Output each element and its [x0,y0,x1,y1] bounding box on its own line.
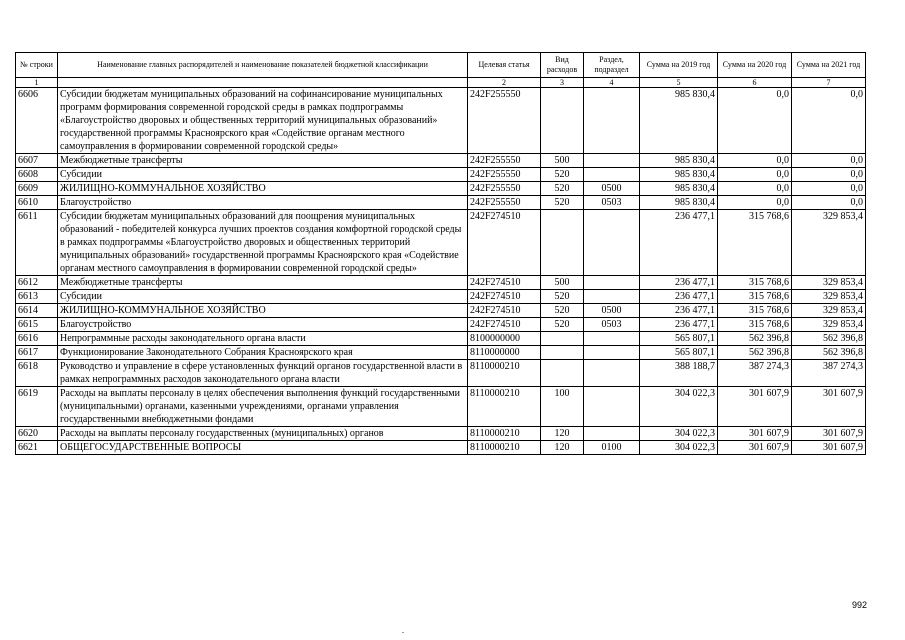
table-row [16,332,866,346]
cell-sum-2021: 387 274,3 [792,360,866,387]
cell-name: Руководство и управление в сфере установленных функций органов государственной власти в рамках непрограммных расходов законодательного органа власти [58,360,468,387]
cell-sum-2020: 0,0 [718,154,792,168]
cell-kind: 520 [541,182,584,196]
cell-sum-2021: 301 607,9 [792,387,866,427]
cell-row-no: 6615 [16,318,58,332]
cell-section: 0503 [584,196,640,210]
cell-sum-2020: 315 768,6 [718,290,792,304]
cell-sum-2021: 0,0 [792,168,866,182]
header-row-no: № строки [16,53,58,78]
cell-sum-2021: 0,0 [792,196,866,210]
table-row [16,427,866,441]
cell-sum-2019: 985 830,4 [640,88,718,154]
table-row [16,387,866,427]
cell-kind: 500 [541,276,584,290]
budget-table [15,52,866,455]
cell-sum-2021: 0,0 [792,182,866,196]
table-row [16,441,866,455]
cell-section [584,154,640,168]
colnum-4: 4 [584,78,640,88]
table-row [16,88,866,154]
cell-sum-2019: 985 830,4 [640,168,718,182]
cell-sum-2021: 329 853,4 [792,290,866,304]
table-row [16,290,866,304]
cell-name: Субсидии бюджетам муниципальных образований на софинансирование муниципальных программ формирования современной городской среды в рамках подпрограммы «Благоустройство дворовых и общественных территорий муниципальных образований» государственной программы Красноярского края «Содействие органам местного самоуправления в формировании современной городской среды» [58,88,468,154]
cell-target: 8110000210 [468,441,541,455]
cell-name: Расходы на выплаты персоналу государственных (муниципальных) органов [58,427,468,441]
cell-name: Благоустройство [58,318,468,332]
cell-sum-2021: 562 396,8 [792,346,866,360]
header-section: Раздел, подраздел [584,53,640,78]
cell-kind [541,346,584,360]
header-row [16,53,866,78]
cell-row-no: 6611 [16,210,58,276]
cell-sum-2021: 329 853,4 [792,304,866,318]
cell-row-no: 6619 [16,387,58,427]
cell-sum-2020: 387 274,3 [718,360,792,387]
cell-sum-2019: 236 477,1 [640,210,718,276]
cell-sum-2021: 301 607,9 [792,441,866,455]
cell-row-no: 6610 [16,196,58,210]
cell-name: ЖИЛИЩНО-КОММУНАЛЬНОЕ ХОЗЯЙСТВО [58,182,468,196]
cell-sum-2019: 304 022,3 [640,387,718,427]
cell-name: ЖИЛИЩНО-КОММУНАЛЬНОЕ ХОЗЯЙСТВО [58,304,468,318]
colnum-7: 7 [792,78,866,88]
cell-kind: 120 [541,427,584,441]
cell-kind [541,210,584,276]
cell-section [584,210,640,276]
cell-kind: 120 [541,441,584,455]
cell-sum-2019: 388 188,7 [640,360,718,387]
cell-sum-2020: 315 768,6 [718,318,792,332]
cell-sum-2019: 985 830,4 [640,154,718,168]
cell-row-no: 6612 [16,276,58,290]
cell-name: Субсидии [58,168,468,182]
cell-row-no: 6614 [16,304,58,318]
cell-target: 242F274510 [468,276,541,290]
cell-section: 0503 [584,318,640,332]
cell-target: 8110000210 [468,387,541,427]
cell-sum-2020: 562 396,8 [718,346,792,360]
column-numbers-row [16,78,866,88]
cell-name: ОБЩЕГОСУДАРСТВЕННЫЕ ВОПРОСЫ [58,441,468,455]
cell-sum-2020: 301 607,9 [718,441,792,455]
cell-sum-2019: 565 807,1 [640,346,718,360]
cell-sum-2021: 329 853,4 [792,318,866,332]
page-number: 992 [852,600,868,610]
header-sum-2019: Сумма на 2019 год [640,53,718,78]
cell-kind: 520 [541,318,584,332]
colnum-3: 3 [541,78,584,88]
cell-name: Межбюджетные трансферты [58,154,468,168]
cell-section [584,88,640,154]
cell-sum-2019: 985 830,4 [640,182,718,196]
cell-name: Межбюджетные трансферты [58,276,468,290]
cell-sum-2019: 304 022,3 [640,427,718,441]
cell-target: 242F255550 [468,196,541,210]
cell-sum-2020: 562 396,8 [718,332,792,346]
header-name: Наименование главных распорядителей и наименование показателей бюджетной классификации [58,53,468,78]
cell-target: 242F255550 [468,154,541,168]
cell-sum-2020: 0,0 [718,182,792,196]
cell-section [584,387,640,427]
cell-row-no: 6617 [16,346,58,360]
cell-row-no: 6609 [16,182,58,196]
colnum-1: 1 [16,78,58,88]
cell-row-no: 6606 [16,88,58,154]
table-row [16,304,866,318]
header-sum-2020: Сумма на 2020 год [718,53,792,78]
cell-section [584,332,640,346]
header-kind: Вид расходов [541,53,584,78]
cell-section [584,168,640,182]
colnum-2: 2 [468,78,541,88]
table-row [16,154,866,168]
cell-name: Субсидии бюджетам муниципальных образований для поощрения муниципальных образований - победителей конкурса лучших проектов создания комфортной городской среды в рамках подпрограммы «Благоустройство дворовых и общественных территорий муниципальных образований» государственной программы Красноярского края «Содействие органам местного самоуправления в формировании современной городской среды» [58,210,468,276]
cell-sum-2021: 301 607,9 [792,427,866,441]
cell-target: 242F274510 [468,318,541,332]
cell-sum-2021: 329 853,4 [792,210,866,276]
cell-section [584,290,640,304]
colnum-1b [58,78,468,88]
cell-section [584,346,640,360]
cell-row-no: 6621 [16,441,58,455]
cell-sum-2021: 0,0 [792,154,866,168]
cell-row-no: 6613 [16,290,58,304]
cell-name: Субсидии [58,290,468,304]
cell-target: 242F255550 [468,182,541,196]
cell-target: 242F274510 [468,290,541,304]
cell-sum-2020: 301 607,9 [718,387,792,427]
cell-target: 242F255550 [468,168,541,182]
cell-sum-2020: 315 768,6 [718,276,792,290]
cell-sum-2019: 236 477,1 [640,318,718,332]
cell-row-no: 6620 [16,427,58,441]
cell-sum-2020: 0,0 [718,88,792,154]
cell-section [584,276,640,290]
colnum-5: 5 [640,78,718,88]
table-row [16,196,866,210]
cell-sum-2019: 565 807,1 [640,332,718,346]
cell-sum-2021: 562 396,8 [792,332,866,346]
table-row [16,276,866,290]
cell-kind: 520 [541,304,584,318]
cell-sum-2019: 236 477,1 [640,276,718,290]
cell-kind: 100 [541,387,584,427]
cell-sum-2020: 315 768,6 [718,304,792,318]
cell-name: Непрограммные расходы законодательного органа власти [58,332,468,346]
table-row [16,182,866,196]
cell-target: 242F274510 [468,304,541,318]
cell-sum-2020: 315 768,6 [718,210,792,276]
cell-kind: 520 [541,168,584,182]
table-row [16,210,866,276]
cell-sum-2020: 301 607,9 [718,427,792,441]
cell-section: 0500 [584,304,640,318]
cell-target: 8100000000 [468,332,541,346]
cell-kind [541,332,584,346]
cell-name: Расходы на выплаты персоналу в целях обеспечения выполнения функций государственными (муниципальными) органами, казенными учреждениями, органами управления государственными внебюджетными фондами [58,387,468,427]
cell-section [584,427,640,441]
cell-section [584,360,640,387]
cell-section: 0100 [584,441,640,455]
header-sum-2021: Сумма на 2021 год [792,53,866,78]
cell-kind: 500 [541,154,584,168]
table-body [16,88,866,455]
cell-target: 8110000210 [468,360,541,387]
cell-target: 8110000000 [468,346,541,360]
cell-row-no: 6616 [16,332,58,346]
cell-sum-2021: 0,0 [792,88,866,154]
scan-speck [402,632,404,633]
table-row [16,360,866,387]
cell-name: Функционирование Законодательного Собрания Красноярского края [58,346,468,360]
cell-sum-2021: 329 853,4 [792,276,866,290]
cell-sum-2020: 0,0 [718,168,792,182]
cell-sum-2019: 236 477,1 [640,290,718,304]
cell-kind: 520 [541,290,584,304]
cell-target: 242F274510 [468,210,541,276]
cell-section: 0500 [584,182,640,196]
cell-target: 8110000210 [468,427,541,441]
table-row [16,168,866,182]
cell-name: Благоустройство [58,196,468,210]
colnum-6: 6 [718,78,792,88]
cell-kind [541,88,584,154]
cell-row-no: 6618 [16,360,58,387]
cell-sum-2019: 236 477,1 [640,304,718,318]
cell-sum-2019: 985 830,4 [640,196,718,210]
cell-sum-2019: 304 022,3 [640,441,718,455]
table-row [16,346,866,360]
cell-kind: 520 [541,196,584,210]
table-row [16,318,866,332]
header-target: Целевая статья [468,53,541,78]
cell-kind [541,360,584,387]
cell-sum-2020: 0,0 [718,196,792,210]
cell-row-no: 6607 [16,154,58,168]
cell-target: 242F255550 [468,88,541,154]
cell-row-no: 6608 [16,168,58,182]
